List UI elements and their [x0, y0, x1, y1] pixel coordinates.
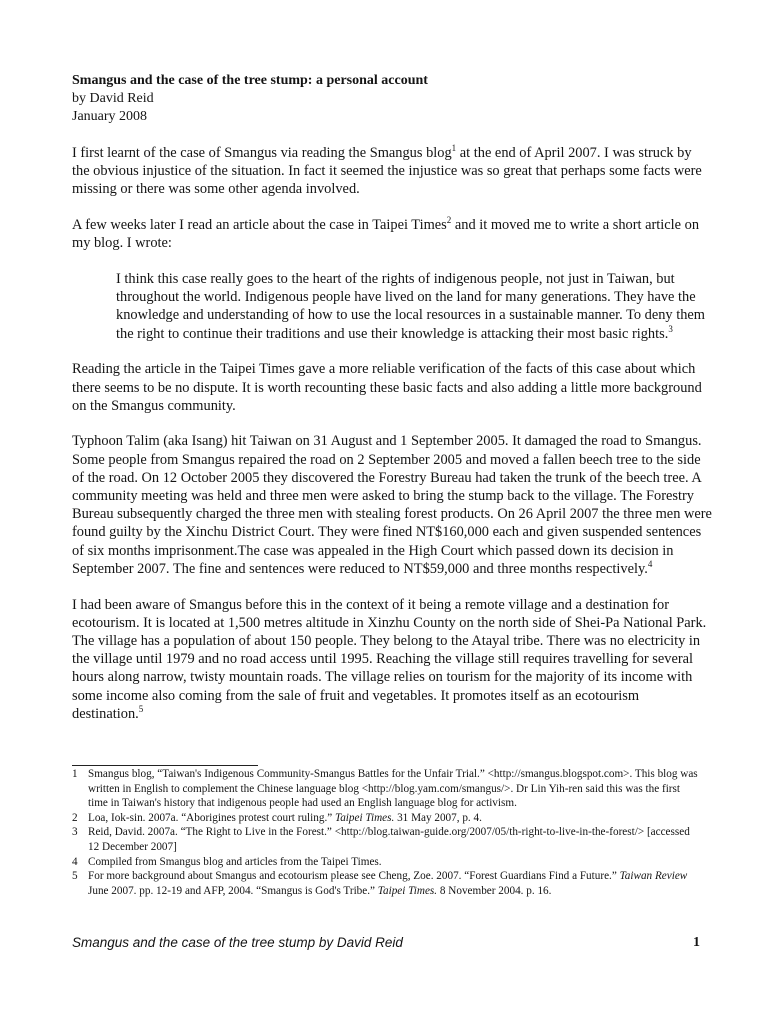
footnote-text-italic: Taiwan Review — [619, 870, 688, 883]
paragraph-5-text: I had been aware of Smangus before this in the context of it being a remote village and a destination for ecotourism. It is located at 1,500 metres altitude in Xinzhu County on the north side of Shei-Pa National Park. The village has a population of about 150 people. They belong to the Atayal tribe. There was no electricity in the village until 1979 and no road access until 1995. Reaching the village still requires travelling for several hours along narrow, twisty mountain roads. The village relies on tourism for the majority of its income with some income also coming from the sale of fruit and vegetables. It promotes itself as an ecotourism destination. — [72, 596, 707, 722]
footnote-5 — [72, 869, 702, 898]
paragraph-2 — [72, 216, 712, 252]
footnote-separator — [72, 765, 258, 766]
document-author: by David Reid — [72, 91, 154, 106]
document-body — [72, 144, 712, 740]
block-quote-text: I think this case really goes to the heart of the rights of indigenous people, not just in Taiwan, but throughout the world. Indigenous people have lived on the land for many generations. They have the knowledge and understanding of how to use the local resources in a sustainable manner. To deny them the right to continue their traditions and use their knowledge is attacking their most basic rights. — [116, 271, 705, 342]
footnote-number: 5 — [72, 870, 78, 883]
page-footer — [72, 934, 700, 952]
footnote-number: 1 — [72, 768, 78, 780]
document-header — [72, 72, 712, 126]
footnote-1 — [72, 767, 702, 811]
footnote-text — [88, 811, 702, 826]
footnotes — [72, 767, 702, 898]
document-date: January 2008 — [72, 109, 148, 124]
footnote-text-part: Loa, Iok-sin. 2007a. “Aborigines protest court ruling.” — [88, 811, 335, 824]
document-title: Smangus and the case of the tree stump: a personal account — [72, 73, 428, 88]
footnote-4 — [72, 855, 702, 870]
footnote-ref-4: 4 — [647, 558, 653, 569]
paragraph-1-text-b: at the end of April 2007. I was struck by the obvious injustice of the situation. In fact it seemed the injustice was so great that perhaps some facts were missing or there was some other agenda involved. — [72, 145, 702, 198]
paragraph-1-text-a: I first learnt of the case of Smangus via reading the Smangus blog — [72, 145, 452, 161]
footnote-text: Compiled from Smangus blog and articles from the Taipei Times. — [88, 855, 382, 868]
footnote-text — [88, 869, 702, 898]
footnote-ref-1: 1 — [451, 143, 457, 153]
footnote-text-part: For more background about Smangus and ecotourism please see Cheng, Zoe. 2007. “Forest Guardians Find a Future.” — [88, 870, 620, 883]
paragraph-4-text: Typhoon Talim (aka Isang) hit Taiwan on 31 August and 1 September 2005. It damaged the road to Smangus. Some people from Smangus repaired the road on 2 September 2005 and moved a fallen beech tree to the side of the road. On 12 October 2005 they discovered the Forestry Bureau had taken the trunk of the beech tree. A community meeting was held and three men were asked to bring the stump back to the village. The Forestry Bureau subsequently charged the three men with stealing forest products. On 26 April 2007 the three men were found guilty by the Xinchu District Court. They were fined NT$160,000 each and given suspended sentences of six months imprisonment.The case was appealed in the High Court which passed down its decision in September 2007. The fine and sentences were reduced to NT$59,000 and three months respectively. — [72, 433, 712, 577]
footnote-text-part: June 2007. pp. 12-19 and AFP, 2004. “Smangus is God's Tribe.” — [88, 884, 378, 897]
footnote-text: Reid, David. 2007a. “The Right to Live in the Forest.” <http://blog.taiwan-guide.org/2007/05/th-right-to-live-in-the-forest/> [accessed 12 December 2007] — [88, 826, 690, 853]
footnote-ref-2: 2 — [446, 215, 452, 226]
page-number: 1 — [693, 935, 700, 950]
footnote-text-italic: Taipei Times. — [335, 811, 395, 824]
footnote-ref-5: 5 — [138, 703, 144, 714]
footnote-ref-3: 3 — [668, 323, 673, 334]
footnote-text-italic: Taipei Times. — [377, 884, 438, 897]
footnote-number: 4 — [72, 855, 78, 868]
paragraph-1 — [72, 144, 712, 199]
footnote-3 — [72, 825, 702, 854]
footnote-2 — [72, 811, 702, 826]
paragraph-5 — [72, 596, 712, 723]
paragraph-4 — [72, 432, 712, 578]
footnote-number: 2 — [72, 811, 78, 824]
footer-title: Smangus and the case of the tree stump by David Reid — [72, 935, 403, 950]
footnote-text-part: 8 November 2004. p. 16. — [437, 884, 552, 897]
footnote-number: 3 — [72, 826, 78, 839]
footnote-text-part: 31 May 2007, p. 4. — [394, 811, 482, 824]
footnote-text: Smangus blog, “Taiwan's Indigenous Community-Smangus Battles for the Unfair Trial.” <http://smangus.blogspot.com>. This blog was written in English to complement the Chinese language blog <http://blog.yam.com/smangus/>. Dr Lin Yih-ren said this was the first time in Taiwan's history that indigenous people had used an English language blog for activism. — [88, 768, 698, 810]
paragraph-2-text-a: A few weeks later I read an article about the case in Taipei Times — [72, 217, 447, 234]
paragraph-3: Reading the article in the Taipei Times gave a more reliable verification of the facts of this case about which there seems to be no dispute. It is worth recounting these basic facts and also adding a little more background on the Smangus community. — [72, 361, 702, 414]
paragraph-2-text-b: and it moved me to write a short article on my blog. I wrote: — [72, 217, 700, 252]
block-quote — [116, 270, 712, 343]
